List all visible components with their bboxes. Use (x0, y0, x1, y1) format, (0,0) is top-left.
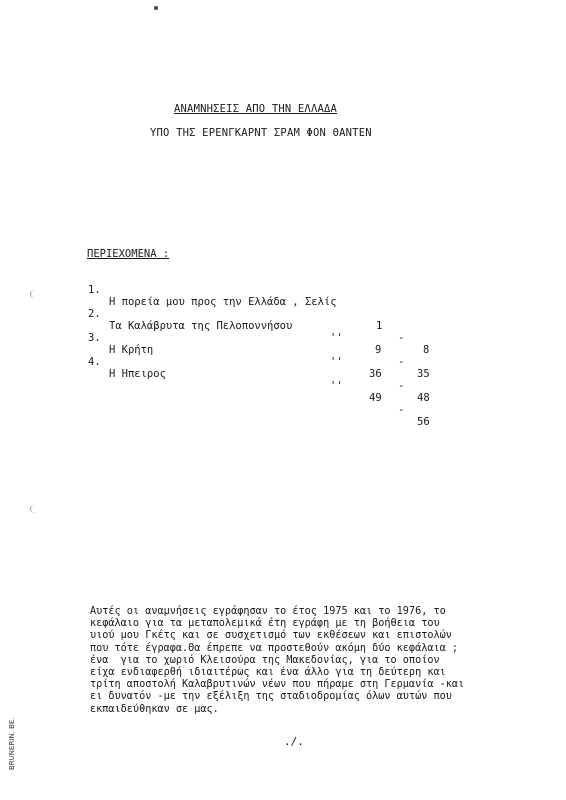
toc-page-from: 1 (376, 320, 383, 332)
toc-page-to: 56 (417, 416, 430, 428)
toc-title: Η Ηπειρος (109, 368, 166, 380)
toc-page-to: 8 (423, 344, 430, 356)
toc-dash: - (398, 332, 405, 344)
document-title: ΑΝΑΜΝΗΣΕΙΣ ΑΠΟ ΤΗΝ ΕΛΛΑΔΑ (174, 103, 338, 115)
body-line: ένα για το χωριό Κλεισούρα της Μακεδονίας, για το οποίον (90, 654, 440, 666)
toc-title: Τα Καλάβρυτα της Πελοποννήσου (109, 320, 293, 332)
toc-number: 1. (88, 284, 101, 296)
toc-title: Η πορεία μου προς την Ελλάδα , Σελίς (109, 296, 337, 308)
margin-handwritten-note: BRUNERIN. BE. (8, 717, 16, 770)
toc-page-from: 36 (369, 368, 382, 380)
toc-number: 3. (88, 332, 101, 344)
body-line: που τότε έγραφα.Θα έπρεπε να προστεθούν ακόμη δύο κεφάλαια ; (90, 642, 459, 654)
toc-title: Η Κρήτη (109, 344, 154, 356)
toc-dash: - (398, 356, 405, 368)
document-subtitle: ΥΠΟ ΤΗΣ ΕΡΕΝΓΚΑΡΝΤ ΣΡΑΜ ΦΟΝ ΘΑΝΤΕΝ (150, 127, 372, 139)
body-line: ει δυνατόν -με την εξέλιξη της σταδιοδρομίας όλων αυτών που (90, 691, 452, 703)
toc-number: 4. (88, 356, 101, 368)
toc-dash: - (398, 404, 405, 416)
toc-ditto: '' (330, 380, 343, 392)
continuation-mark: ./. (284, 735, 304, 748)
punch-hole-mark (30, 290, 41, 298)
body-line: εκπαιδεύθηκαν σε μας. (90, 703, 219, 715)
ink-dot (154, 6, 158, 10)
body-paragraph (90, 606, 510, 716)
body-line: υιού μου Γκέτς και σε συσχετισμό των εκθέσεων και επιστολών (90, 630, 452, 642)
toc-heading: ΠΕΡΙΕΧΟΜΕΝΑ : (87, 248, 170, 260)
toc-number: 2. (88, 308, 101, 320)
body-line: τρίτη αποστολή Καλαβρυτινών νέων που πήραμε στη Γερμανία -και (90, 679, 465, 691)
toc-page-from: 9 (375, 344, 382, 356)
toc-page-from: 49 (369, 392, 382, 404)
body-line: Αυτές οι αναμνήσεις εγράφησαν το έτος 1975 και το 1976, το (90, 606, 446, 617)
toc-dash: - (398, 380, 405, 392)
toc-page-to: 35 (417, 368, 430, 380)
toc-ditto: '' (330, 356, 343, 368)
toc-page-to: 48 (417, 392, 430, 404)
toc-ditto: '' (330, 332, 343, 344)
punch-hole-mark (30, 505, 41, 513)
body-line: κεφάλαιο για τα μεταπολεμικά έτη εγράφη με τη βοήθεια του (90, 618, 440, 630)
body-line: είχα ενδιαφερθή ιδιαιτέρως και ένα άλλο για τη δεύτερη και (90, 667, 446, 679)
